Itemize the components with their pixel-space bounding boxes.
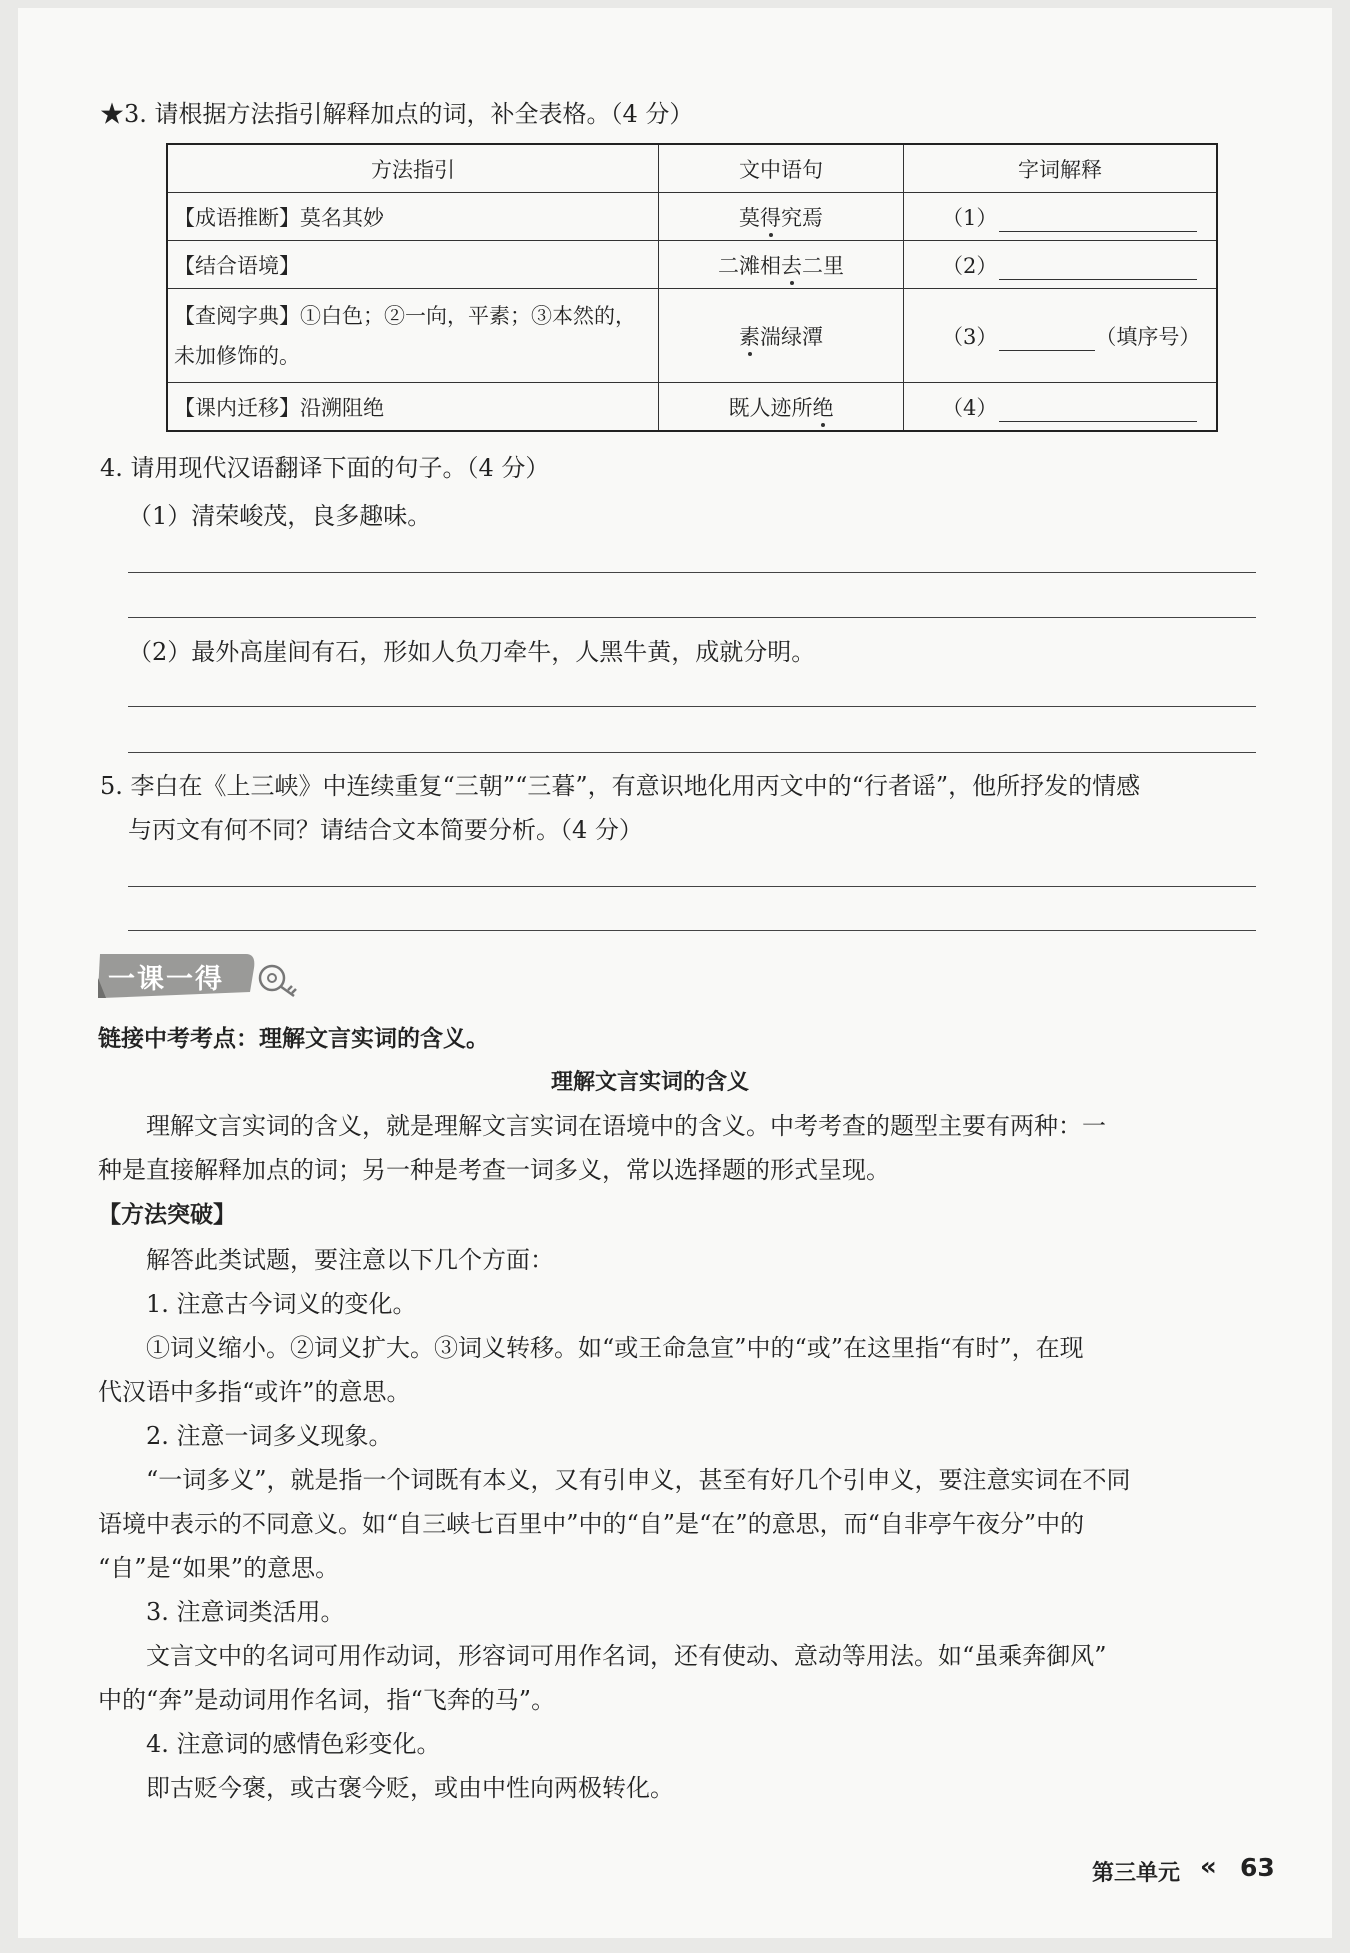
point-heading: 1. 注意古今词义的变化。: [146, 1290, 417, 1318]
question-5-line-2: 与丙文有何不同？请结合文本简要分析。（4 分）: [128, 816, 643, 844]
method-body: [98, 1238, 1131, 1810]
sentence-cell: [659, 193, 904, 241]
text-line: 文言文中的名词可用作动词，形容词可用作名词，还有使动、意动等用法。如“虽乘奔御风”: [146, 1642, 1107, 1670]
answer-line[interactable]: [128, 930, 1256, 931]
method-cell: 【成语推断】莫名其妙: [167, 193, 659, 241]
chevron-left-icon: «: [1200, 1852, 1217, 1882]
answer-label: （3）: [942, 324, 998, 349]
answer-blank[interactable]: [999, 209, 1197, 232]
footer-unit: 第三单元: [1092, 1861, 1181, 1886]
text-line: 种是直接解释加点的词；另一种是考查一词多义，常以选择题的形式呈现。: [98, 1156, 890, 1184]
answer-line[interactable]: [128, 706, 1256, 707]
sentence-text: 究焉: [781, 205, 823, 230]
answer-cell: [904, 241, 1218, 289]
answer-label: （1）: [942, 205, 998, 230]
sentence-text: 既人迹所: [728, 395, 813, 420]
table-row: [167, 193, 1217, 241]
answer-suffix: （填序号）: [1095, 324, 1201, 349]
dotted-word: 得: [760, 205, 781, 230]
answer-blank[interactable]: [999, 257, 1197, 280]
text-line: ①词义缩小。②词义扩大。③词义转移。如“或王命急宣”中的“或”在这里指“有时”，在现: [146, 1334, 1084, 1362]
answer-cell: [904, 193, 1218, 241]
dotted-word: 去: [781, 253, 802, 278]
table-row: [167, 289, 1217, 383]
method-line: 未加修饰的。: [174, 343, 300, 368]
text-line: 解答此类试题，要注意以下几个方面：: [146, 1246, 554, 1274]
question-5-line-1: 5. 李白在《上三峡》中连续重复“三朝”“三暮”，有意识地化用丙文中的“行者谣”，他所抒发的情感: [100, 772, 1141, 800]
answer-line[interactable]: [128, 617, 1256, 618]
header-method: 方法指引: [167, 144, 659, 193]
header-explanation: 字词解释: [904, 144, 1218, 193]
answer-line[interactable]: [128, 886, 1256, 887]
method-heading: 【方法突破】: [98, 1202, 236, 1228]
text-line: 中的“奔”是动词用作名词，指“飞奔的马”。: [98, 1686, 556, 1714]
text-line: “自”是“如果”的意思。: [98, 1554, 340, 1582]
text-line: 语境中表示的不同意义。如“自三峡七百里中”中的“自”是“在”的意思，而“自非亭午夜分”中的: [98, 1510, 1085, 1538]
answer-cell: [904, 383, 1218, 432]
header-sentence: 文中语句: [659, 144, 904, 193]
method-line: 【查阅字典】①白色；②一向，平素；③本然的，: [174, 303, 636, 328]
method-cell: 【课内迁移】沿溯阻绝: [167, 383, 659, 432]
sentence-cell: [659, 383, 904, 432]
point-heading: 4. 注意词的感情色彩变化。: [146, 1730, 441, 1758]
point-heading: 3. 注意词类活用。: [146, 1598, 345, 1626]
sentence-cell: [659, 289, 904, 383]
question-3-title: ★3. 请根据方法指引解释加点的词，补全表格。（4 分）: [100, 100, 694, 128]
sentence-text: 二滩相: [718, 253, 781, 278]
section-title: 理解文言实词的含义: [551, 1070, 750, 1095]
question-4-sentence-2: （2）最外高崖间有石，形如人负刀牵牛，人黑牛黄，成就分明。: [128, 638, 816, 666]
sentence-text: 莫: [739, 205, 760, 230]
method-cell: 【结合语境】: [167, 241, 659, 289]
point-heading: 2. 注意一词多义现象。: [146, 1422, 393, 1450]
intro-paragraph: [98, 1104, 1106, 1192]
table-row: [167, 241, 1217, 289]
answer-label: （4）: [942, 395, 998, 420]
table-header-row: [167, 144, 1217, 193]
question-4-sentence-1: （1）清荣峻茂，良多趣味。: [128, 502, 432, 530]
section-banner: [96, 948, 304, 1000]
table-row: [167, 383, 1217, 432]
question-4-title: 4. 请用现代汉语翻译下面的句子。（4 分）: [100, 454, 550, 482]
answer-cell: [904, 289, 1218, 383]
dotted-word: 绝: [812, 395, 834, 420]
answer-label: （2）: [942, 253, 998, 278]
text-line: 理解文言实词的含义，就是理解文言实词在语境中的含义。中考考查的题型主要有两种：一: [146, 1112, 1106, 1140]
text-line: 即古贬今褒，或古褒今贬，或由中性向两极转化。: [146, 1774, 674, 1802]
banner-label: 一课一得: [108, 964, 224, 995]
text-line: 代汉语中多指“或许”的意思。: [98, 1378, 411, 1406]
answer-blank[interactable]: [999, 399, 1197, 422]
sentence-text: 湍绿潭: [760, 324, 823, 349]
sentence-cell: [659, 241, 904, 289]
answer-line[interactable]: [128, 752, 1256, 753]
answer-blank[interactable]: [999, 328, 1095, 351]
dotted-word: 素: [739, 324, 760, 349]
sentence-text: 二里: [802, 253, 844, 278]
text-line: “一词多义”，就是指一个词既有本义，又有引申义，甚至有好几个引申义，要注意实词在不同: [146, 1466, 1131, 1494]
page-number: 63: [1240, 1853, 1275, 1882]
method-table: [166, 143, 1218, 432]
link-title: 链接中考考点：理解文言实词的含义。: [98, 1026, 489, 1052]
answer-line[interactable]: [128, 572, 1256, 573]
method-cell: [167, 289, 659, 383]
